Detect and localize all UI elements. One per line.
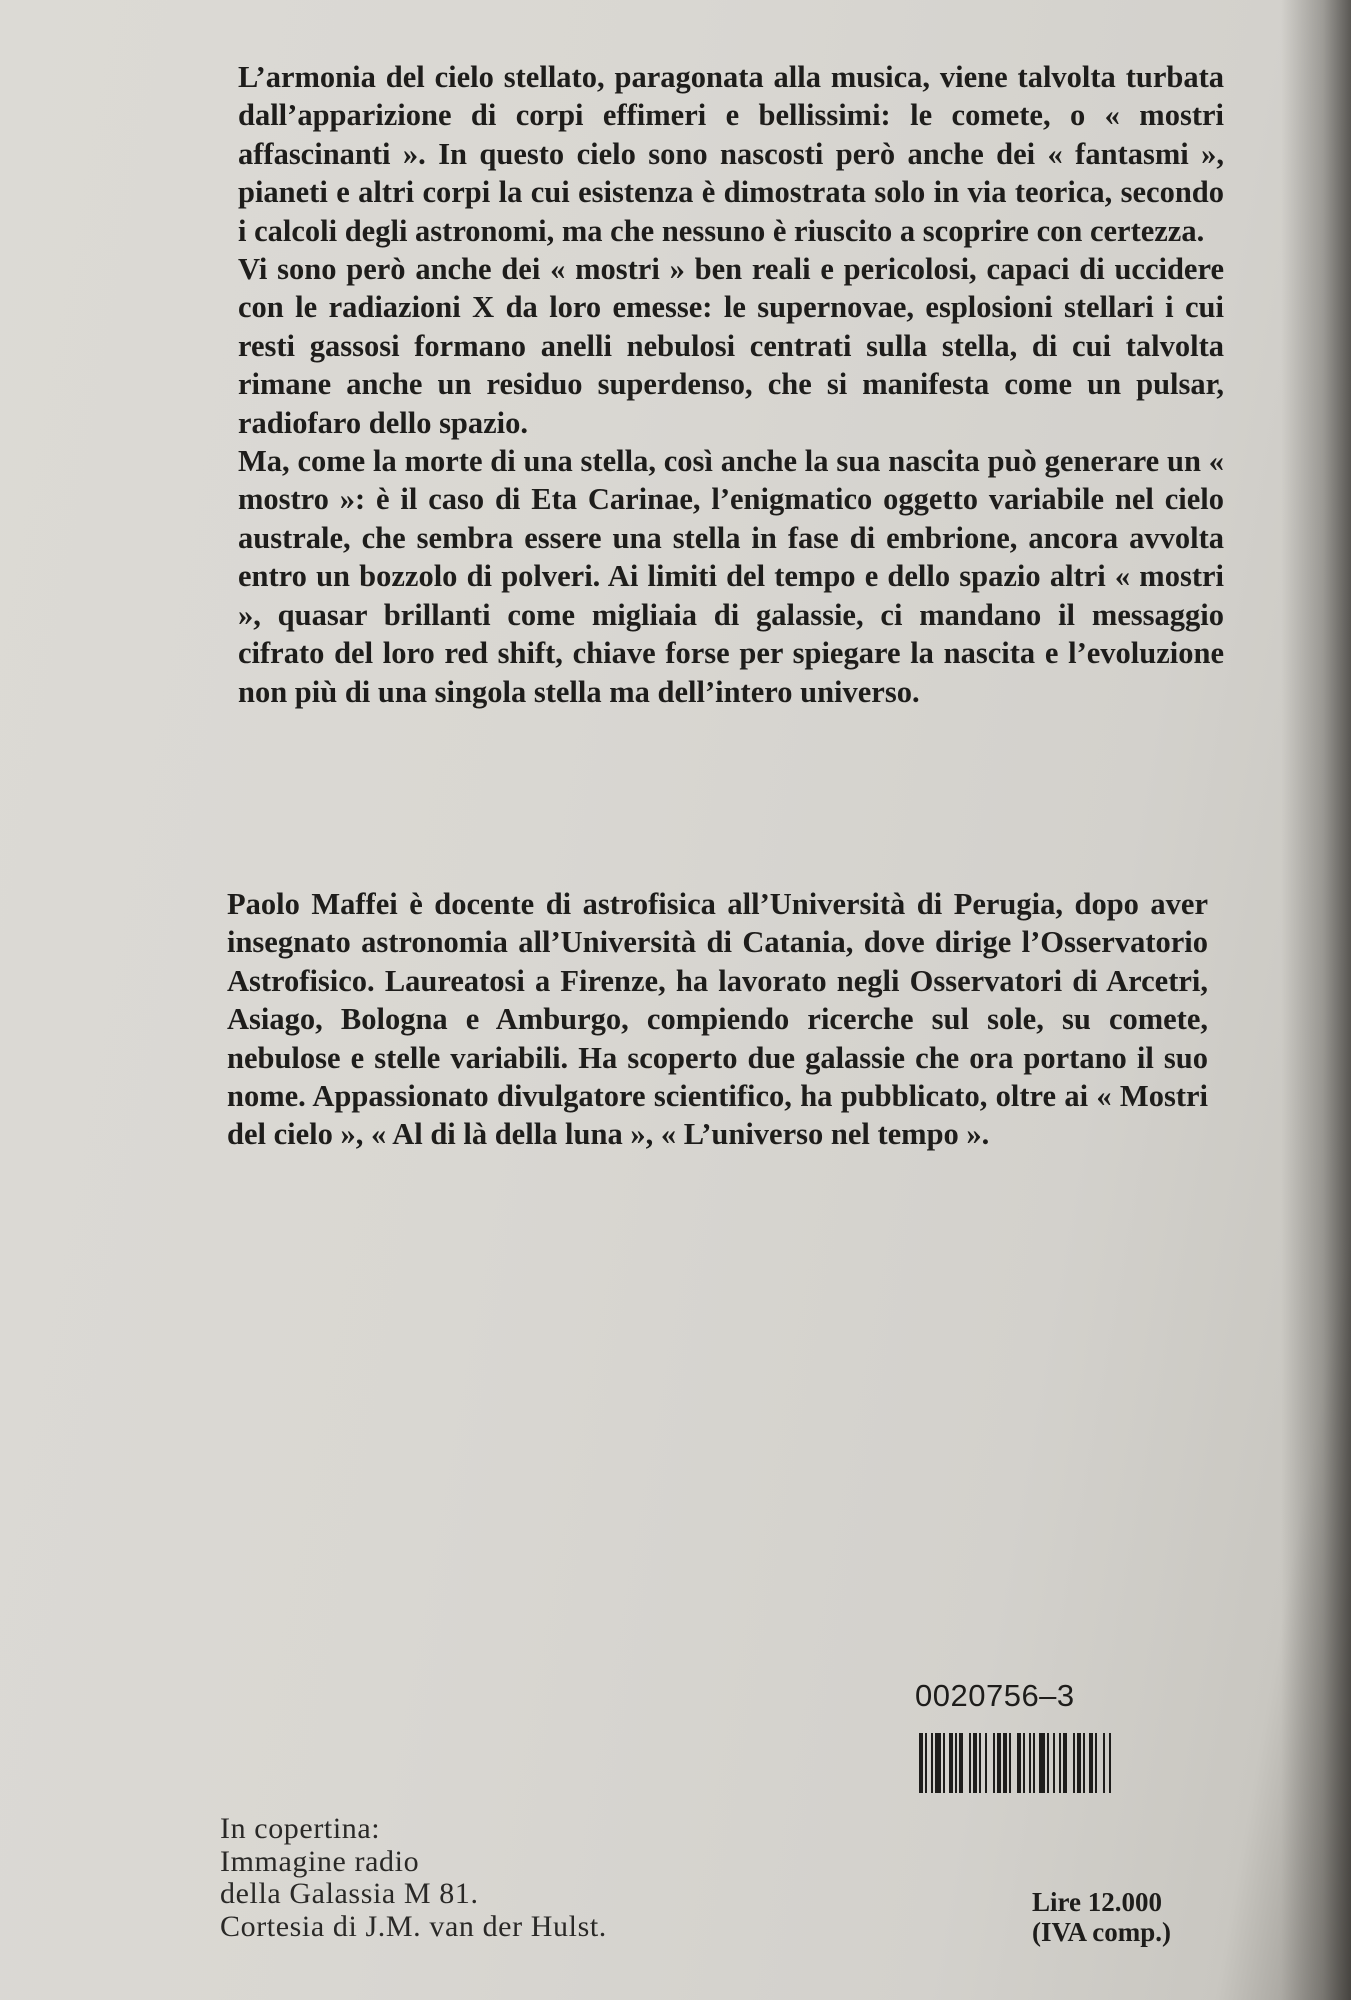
catalog-code: 0020756–3	[915, 1678, 1075, 1713]
barcode-bar	[973, 1733, 977, 1793]
barcode-bar	[959, 1733, 963, 1793]
price-amount: Lire 12.000	[1032, 1887, 1162, 1917]
barcode-bar	[1089, 1733, 1093, 1793]
barcode-bar	[955, 1733, 957, 1793]
barcode-bar	[1047, 1733, 1049, 1793]
barcode-bar	[1083, 1733, 1085, 1793]
cover-credit	[220, 1813, 607, 1943]
barcode-bar	[1003, 1733, 1007, 1793]
barcode-bar	[1063, 1733, 1067, 1793]
barcode-bar	[985, 1733, 987, 1793]
barcode-bar	[935, 1733, 941, 1793]
barcode-bar	[1029, 1733, 1031, 1793]
cover-credit-line: Immagine radio	[220, 1844, 420, 1878]
barcode-bar	[1073, 1733, 1075, 1793]
barcode-bar	[943, 1733, 945, 1793]
blurb-paragraph: Vi sono però anche dei « mostri » ben reali e pericolosi, capaci di uccidere con le radiazioni X da loro emesse: le supernovae, esplosioni stellari i cui resti gassosi formano anelli nebulosi centrati sulla stella, di cui talvolta rimane anche un residuo superdenso, che si manifesta come un pulsar, radiofaro dello spazio.	[238, 252, 1224, 440]
barcode-bar	[997, 1733, 1001, 1793]
barcode-bar	[1059, 1733, 1061, 1793]
barcode-bar	[1017, 1733, 1021, 1793]
barcode-bar	[1109, 1733, 1111, 1793]
barcode-bar	[1033, 1733, 1035, 1793]
barcode-bar	[993, 1733, 995, 1793]
cover-credit-line: della Galassia M 81.	[220, 1877, 479, 1910]
barcode-bar	[979, 1733, 981, 1793]
barcode-bar	[949, 1733, 953, 1793]
barcode-bar	[1009, 1733, 1011, 1793]
blurb-paragraph: Ma, come la morte di una stella, così anche la sua nascita può generare un « mostro »: è il caso di Eta Carinae, l’enigmatico oggetto variabile nel cielo australe, che sembra essere una stella in fase di embrione, ancora avvolta entro un bozzolo di polveri. Ai limiti del tempo e dello spazio altri « mostri », quasar brillanti come migliaia di galassie, ci mandano il messaggio cifrato del loro red shift, chiave forse per spiegare la nascita e l’evoluzione non più di una singola stella ma dell’intero universo.	[238, 444, 1224, 709]
barcode-bar	[931, 1733, 933, 1793]
barcode-bar	[1053, 1733, 1055, 1793]
author-bio	[227, 885, 1208, 1154]
page-edge-shadow	[1281, 0, 1351, 2000]
barcode-bar	[925, 1733, 927, 1793]
barcode-bar	[1023, 1733, 1025, 1793]
barcode-bar	[969, 1733, 971, 1793]
blurb-text	[238, 58, 1224, 711]
barcode-bar	[1103, 1733, 1105, 1793]
cover-credit-line: Cortesia di J.M. van der Hulst.	[220, 1909, 607, 1943]
barcode-bar	[919, 1733, 923, 1793]
cover-credit-line: In copertina:	[220, 1812, 381, 1845]
blurb-paragraph: L’armonia del cielo stellato, paragonata alla musica, viene talvolta turbata dall’apparizione di corpi effimeri e bellissimi: le comete, o « mostri affascinanti ». In questo cielo sono nascosti però anche dei « fantasmi », pianeti e altri corpi la cui esistenza è dimostrata solo in via teorica, secondo i calcoli degli astronomi, ma che nessuno è riuscito a scoprire con certezza.	[238, 60, 1224, 248]
barcode	[917, 1733, 1192, 1793]
author-bio-paragraph: Paolo Maffei è docente di astrofisica all’Università di Perugia, dopo aver insegnato astronomia all’Università di Catania, dove dirige l’Osservatorio Astrofisico. Laureatosi a Firenze, ha lavorato negli Osservatori di Arcetri, Asiago, Bologna e Amburgo, compiendo ricerche sul sole, su comete, nebulose e stelle variabili. Ha scoperto due galassie che ora portano il suo nome. Appassionato divulgatore scientifico, ha pubblicato, oltre ai « Mostri del cielo », « Al di là della luna », « L’universo nel tempo ».	[227, 887, 1208, 1152]
price-label	[1032, 1887, 1171, 1947]
barcode-bar	[1039, 1733, 1045, 1793]
barcode-bar	[1077, 1733, 1081, 1793]
price-tax-note: (IVA comp.)	[1032, 1917, 1172, 1947]
barcode-bar	[1095, 1733, 1097, 1793]
